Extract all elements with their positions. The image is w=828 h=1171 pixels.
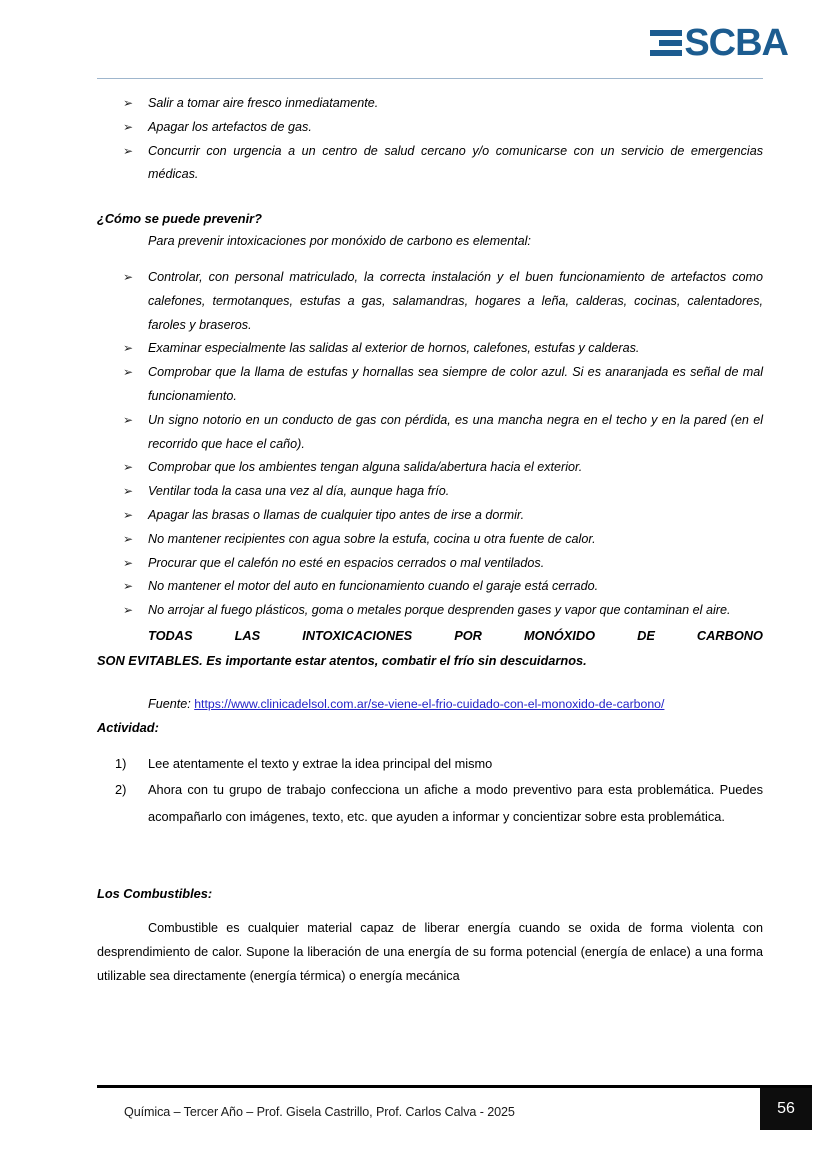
shout-paragraph [97,623,763,673]
arrow-bullet-icon: ➢ [123,341,134,356]
list-item-text: Ventilar toda la casa una vez al día, aunque haga frío. [148,484,450,499]
arrow-bullet-icon: ➢ [123,507,134,522]
prevention-heading: ¿Cómo se puede prevenir? [97,211,262,227]
spacer [97,187,763,207]
list-item-text: No arrojar al fuego plásticos, goma o metales porque desprenden gases y vapor que contaminan el aire. [148,603,731,618]
list-item [97,751,763,778]
fuels-paragraph: Combustible es cualquier material capaz de liberar energía cuando se oxida de forma violenta con desprendimiento de calor. Supone la liberación de una energía de su forma potencial (energía de enlace) a una forma utilizable sea directamente (energía térmica) o energía mecánica [97,921,763,984]
arrow-bullet-icon: ➢ [123,484,134,499]
spacer [97,830,763,862]
list-item [97,266,763,337]
list-item [97,361,763,409]
source-link[interactable]: https://www.clinicadelsol.com.ar/se-viene-el-frio-cuidado-con-el-monoxido-de-carbono/ [194,696,665,711]
arrow-bullet-icon: ➢ [123,531,134,546]
list-item-text: Ahora con tu grupo de trabajo confecciona un afiche a modo preventivo para esta problemática. Puedes acompañarlo con imágenes, texto, etc. que ayuden a informar y concientizar sobre esta problemática. [148,782,763,824]
list-item [97,140,763,188]
arrow-bullet-icon: ➢ [123,412,134,427]
list-item-text: Examinar especialmente las salidas al exterior de hornos, calefones, estufas y calderas. [148,341,640,356]
list-item [97,599,763,623]
prevention-intro: Para prevenir intoxicaciones por monóxido de carbono es elemental: [148,234,531,249]
list-item-text: No mantener recipientes con agua sobre la estufa, cocina u otra fuente de calor. [148,531,596,546]
logo-wordmark: SCBA [684,22,788,64]
arrow-bullet-icon: ➢ [123,579,134,594]
logo-e-bars-icon [650,30,682,56]
emergency-steps-list [97,92,763,187]
arrow-bullet-icon: ➢ [123,460,134,475]
spacer [97,254,763,266]
escba-logo [650,22,788,64]
list-item [97,552,763,576]
arrow-bullet-icon: ➢ [123,143,134,158]
spacer [97,739,763,751]
activity-heading: Actividad: [97,719,159,735]
prevention-steps-list [97,266,763,623]
shout-line-2: SON EVITABLES. Es importante estar atentos, combatir el frío sin descuidarnos. [97,652,587,668]
list-item-marker: 1) [115,755,127,771]
list-item [97,409,763,457]
list-item-text: Apagar los artefactos de gas. [148,119,312,134]
source-line [97,693,763,716]
list-item-text: Salir a tomar aire fresco inmediatamente. [148,96,379,110]
list-item-text: Comprobar que los ambientes tengan alguna salida/abertura hacia el exterior. [148,460,583,475]
page-header [0,0,828,88]
shout-line-1: TODAS LAS INTOXICACIONES POR MONÓXIDO DE CARBONO [148,627,763,643]
list-item-text: Apagar las brasas o llamas de cualquier tipo antes de irse a dormir. [148,507,525,522]
list-item [97,575,763,599]
list-item [97,92,763,116]
list-item-text: Comprobar que la llama de estufas y hornallas sea siempre de color azul. Si es anaranjada es señal de mal funcionamiento. [148,365,763,403]
page-footer [0,1085,828,1171]
spacer [97,905,763,917]
arrow-bullet-icon: ➢ [123,119,134,134]
arrow-bullet-icon: ➢ [123,96,134,110]
header-divider [97,78,763,79]
list-item [97,116,763,140]
list-item-text: Lee atentamente el texto y extrae la idea principal del mismo [148,755,493,771]
activity-list [97,751,763,831]
list-item [97,337,763,361]
arrow-bullet-icon: ➢ [123,603,134,618]
footer-divider [97,1085,812,1088]
arrow-bullet-icon: ➢ [123,555,134,570]
list-item-text: No mantener el motor del auto en funcionamiento cuando el garaje está cerrado. [148,579,599,594]
arrow-bullet-icon: ➢ [123,269,134,284]
list-item-text: Concurrir con urgencia a un centro de salud cercano y/o comunicarse con un servicio de emergencias médicas. [148,143,763,182]
list-item [97,480,763,504]
source-label: Fuente: [148,696,191,711]
list-item [97,777,763,830]
footer-text: Química – Tercer Año – Prof. Gisela Castrillo, Prof. Carlos Calva - 2025 [124,1105,515,1119]
list-item [97,504,763,528]
list-item [97,456,763,480]
list-item-marker: 2) [115,782,127,798]
fuels-heading: Los Combustibles: [97,886,213,902]
arrow-bullet-icon: ➢ [123,365,134,380]
spacer [97,673,763,693]
list-item-text: Controlar, con personal matriculado, la correcta instalación y el buen funcionamiento de artefactos como calefones, termotanques, estufas a gas, salamandras, hogares a leña, calderas, cocinas, calentadores, faroles y braseros. [148,269,763,332]
page-number-badge: 56 [760,1088,812,1130]
list-item-text: Un signo notorio en un conducto de gas con pérdida, es una mancha negra en el techo y en la pared (en el recorrido que hace el caño). [148,412,763,451]
document-body [97,92,763,989]
list-item-text: Procurar que el calefón no esté en espacios cerrados o mal ventilados. [148,555,545,570]
spacer [97,862,763,882]
list-item [97,528,763,552]
